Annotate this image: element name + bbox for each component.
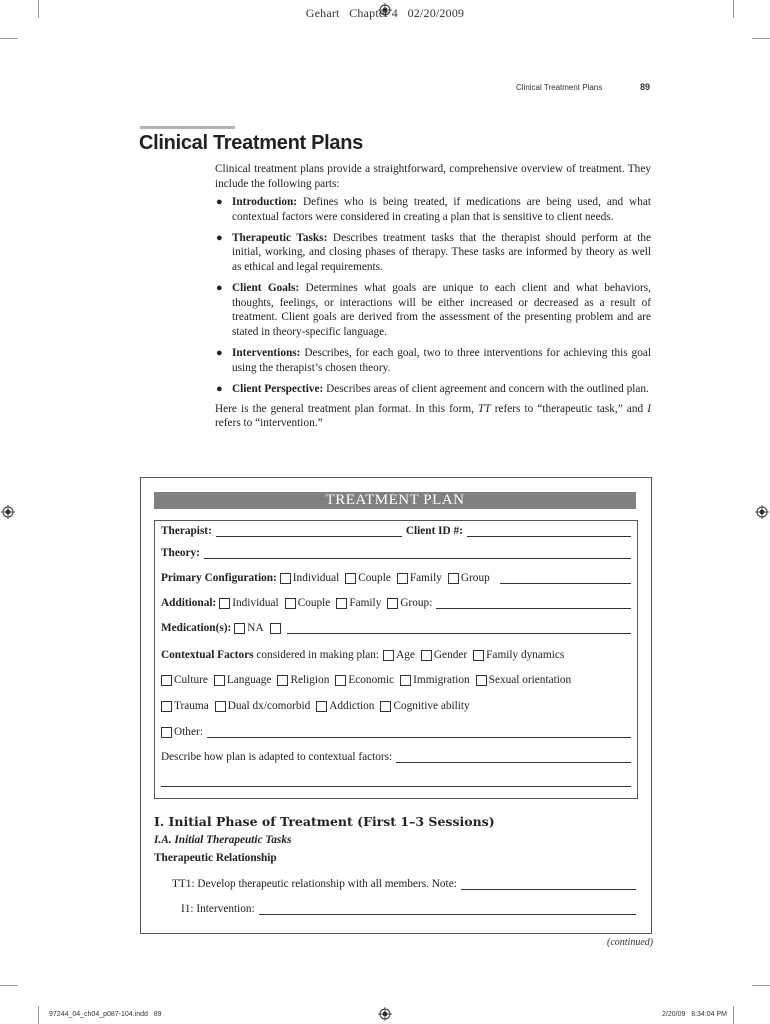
therapist-row: Therapist: Client ID #: [161,525,631,537]
primary-group-checkbox[interactable] [448,573,459,584]
primary-individual-checkbox[interactable] [280,573,291,584]
religion-checkbox[interactable] [277,675,288,686]
body-text [215,162,651,431]
dual-dx-checkbox[interactable] [215,701,226,712]
crop-mark-bottom-right [733,1006,734,1024]
addiction-checkbox[interactable] [316,701,327,712]
other-field[interactable] [207,726,631,738]
sexual-orientation-checkbox[interactable] [476,675,487,686]
i1-row: I1: Intervention: [181,903,636,915]
page-title: Clinical Treatment Plans [139,132,363,154]
therapeutic-relationship-heading: Therapeutic Relationship [154,852,277,864]
medication-na-checkbox[interactable] [234,623,245,634]
contextual-factors-row-2: Culture Language Religion Economic Immigration Sexual orientation [161,674,571,686]
registration-mark-bottom-icon [378,1007,392,1021]
bullet-icon: ● [216,231,223,244]
tt1-note-field[interactable] [461,878,636,890]
crop-mark-left-bottom [0,985,18,986]
slug-header: Gehart Chapter 4 02/20/2009 [305,6,465,20]
i1-intervention-field[interactable] [259,903,636,915]
economic-checkbox[interactable] [335,675,346,686]
primary-configuration-row: Primary Configuration: Individual Couple Family Group [161,572,631,584]
additional-row: Additional: Individual Couple Family Group: [161,597,631,609]
crop-mark-right-bottom [752,985,770,986]
additional-individual-checkbox[interactable] [219,598,230,609]
medication-field[interactable] [287,622,631,634]
medication-other-checkbox[interactable] [270,623,281,634]
therapist-field[interactable] [216,525,402,537]
age-checkbox[interactable] [383,650,394,661]
language-checkbox[interactable] [214,675,225,686]
describe-field-line-2[interactable] [161,786,631,787]
heading-rule [140,126,235,129]
additional-family-checkbox[interactable] [336,598,347,609]
primary-couple-checkbox[interactable] [345,573,356,584]
trauma-checkbox[interactable] [161,701,172,712]
registration-mark-right-icon [755,505,769,519]
intro-paragraph: Clinical treatment plans provide a straightforward, comprehensive overview of treatment. They include the following parts: [215,163,651,190]
footer-file-name: 97244_04_ch04_p087-104.indd 89 [49,1011,162,1018]
list-item: ● Client Perspective: Describes areas of client agreement and concern with the outlined plan. [216,382,649,395]
running-head-page-number: 89 [640,82,651,92]
parts-list [215,195,651,396]
phase-1-subtitle: I.A. Initial Therapeutic Tasks [154,834,292,846]
bullet-icon: ● [216,282,223,295]
crop-mark-left-top [0,38,18,39]
bullet-icon: ● [216,196,223,209]
describe-field[interactable] [396,751,631,763]
other-row: Other: [161,726,631,738]
theory-field[interactable] [204,547,631,559]
registration-mark-left-icon [1,505,15,519]
contextual-factors-row-3: Trauma Dual dx/comorbid Addiction Cognitive ability [161,700,470,712]
additional-couple-checkbox[interactable] [285,598,296,609]
immigration-checkbox[interactable] [400,675,411,686]
culture-checkbox[interactable] [161,675,172,686]
list-item: ● Therapeutic Tasks: Describes treatment tasks that the therapist should perform at the initial, working, and closing phases of therapy. These tasks are informed by theory as well as ethical and legal requirements. [216,231,651,274]
client-id-field[interactable] [467,525,631,537]
theory-row: Theory: [161,547,631,559]
additional-group-checkbox[interactable] [387,598,398,609]
list-item: ● Interventions: Describes, for each goal, two to three interventions for achieving this goal using the therapist’s chosen theory. [216,347,651,374]
bullet-icon: ● [216,382,223,395]
family-dynamics-checkbox[interactable] [473,650,484,661]
cognitive-ability-checkbox[interactable] [380,701,391,712]
bullet-icon: ● [216,347,223,360]
crop-mark-right-top [752,38,770,39]
crop-mark-bottom-left [38,1006,39,1024]
additional-group-field[interactable] [436,597,631,609]
tt1-row: TT1: Develop therapeutic relationship with all members. Note: [172,878,636,890]
primary-group-field[interactable] [500,572,631,584]
phase-1-title: I. Initial Phase of Treatment (First 1–3 Sessions) [154,814,495,829]
primary-family-checkbox[interactable] [397,573,408,584]
format-note: Here is the general treatment plan format. In this form, TT refers to “therapeutic task,” and I refers to “intervention.” [215,402,652,430]
treatment-plan-title: TREATMENT PLAN [154,492,636,509]
contextual-factors-row: Contextual Factors considered in making plan: Age Gender Family dynamics [161,649,565,661]
other-checkbox[interactable] [161,727,172,738]
continued-label: (continued) [607,937,654,948]
list-item: ● Client Goals: Determines what goals are unique to each client and what behaviors, thoughts, feelings, or interactions will be either increased or decreased as a result of treatment. Client goals are derived from the assessment of the presenting problem and are stated in theory-specific language. [216,282,651,338]
running-head-title: Clinical Treatment Plans [516,83,603,92]
list-item: ● Introduction: Defines who is being treated, if medications are being used, and what contextual factors were considered in creating a plan that is sensitive to client needs. [216,196,651,223]
footer-timestamp: 2/20/09 8:34:04 PM [662,1011,727,1018]
gender-checkbox[interactable] [421,650,432,661]
describe-row: Describe how plan is adapted to contextual factors: [161,751,631,763]
medication-row: Medication(s): NA [161,622,631,634]
